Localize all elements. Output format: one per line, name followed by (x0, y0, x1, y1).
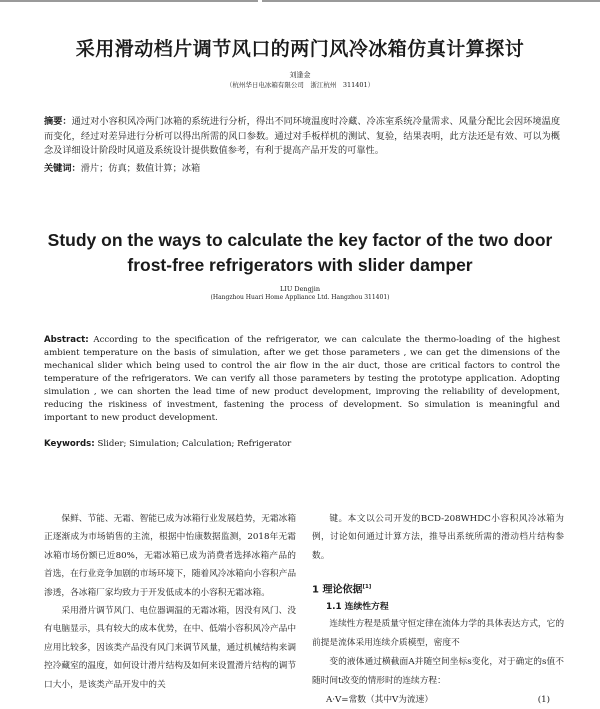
chinese-keywords-text: 滑片；仿真；数值计算；冰箱 (80, 163, 201, 174)
body-paragraph-1: 保鲜、节能、无霜、智能已成为冰箱行业发展趋势，无霜冰箱正逐渐成为市场销售的主流，根据中怡康数据监测，2018年无霜冰箱市场份额已近80%，无霜冰箱已成为消费者选择冰箱产品的首选，在行业竞争加剧的市场环境下，随着风冷冰箱向小容积产品渗透，各冰箱厂家均致力于开发低成本的小容积无霜冰箱。 (44, 514, 296, 598)
body-paragraph-5: 变的液体通过横截面A并随空间坐标s变化，对于确定的s值不随时间t改变的情形时的连续方程： (312, 656, 564, 686)
equation-text: A·V=常数（其中V为流速） (326, 694, 434, 705)
english-title-line1: Study on the ways to calculate the key factor of the two door (47, 230, 553, 250)
chinese-abstract (44, 115, 560, 159)
citation-ref: [1] (362, 584, 372, 591)
english-title (30, 228, 570, 278)
chinese-keywords (44, 162, 560, 176)
english-abstract-text: According to the specification of the refrigerator, we can calculate the thermo-loading of the highest ambient temperature on the basis of simulation, after we get those parameters , we can get the dimensions of the mechanical slider which being used to control the air flow in the air duct, those are critical factors to control the temperature of the refrigerators. We can verify all those parameters by testing the prototype application. Adopting simulation , we can shorten the lead time of new product development, improving the reliability of development, reducing the riskiness of investment, fastening the process of development. So simulation is meaningful and important to new product development. (44, 335, 560, 423)
section-heading-theory (312, 579, 564, 598)
equation-1 (326, 691, 564, 709)
body-left-column (44, 510, 296, 694)
english-author: LIU Dengjin (279, 285, 321, 293)
english-keywords-text: Slider; Simulation; Calculation; Refrigerator (94, 439, 292, 449)
subsection-heading-continuity: 1.1 连续性方程 (326, 601, 389, 612)
english-title-line2: frost-free refrigerators with slider damper (127, 255, 473, 275)
english-abstract-label: Abstract: (44, 335, 89, 345)
body-paragraph-4: 连续性方程是质量守恒定律在流体力学的具体表达方式，它的前提是流体采用连续介质模型，密度不 (312, 618, 564, 648)
body-paragraph-2: 采用滑片调节风门、电位器调温的无霜冰箱，因没有风门、没有电脑显示，具有较大的成本优势，在中、低端小容积风冷产品中应用比较多，因该类产品没有风门来调节风量，通过机械结构来调控冷藏室的温度，如何设计滑片结构及如何来设置滑片结构的调节口大小，是该类产品开发中的关 (44, 606, 296, 690)
chinese-abstract-label: 摘要： (44, 116, 72, 127)
english-keywords-label: Keywords: (44, 439, 95, 449)
body-right-column (312, 510, 564, 709)
chinese-title: 采用滑动档片调节风口的两门风冷冰箱仿真计算探讨 (75, 38, 525, 60)
header-rule (0, 0, 600, 3)
chinese-author: 刘逢金 (289, 71, 311, 79)
section-heading-theory-text: 1 理论依据 (312, 584, 363, 596)
chinese-abstract-text: 通过对小容积风冷两门冰箱的系统进行分析，得出不同环境温度时冷藏、冷冻室系统冷量需求、风量分配比会因环境温度而变化，经过对差异进行分析可以得出所需的风口参数。通过对手板样机的测试、复验，结果表明，此方法还是有效、可以为概念及详细设计阶段时风道及系统设计提供数值参考，有利于提高产品开发的可靠性。 (44, 116, 561, 156)
equation-number: (1) (537, 694, 550, 705)
english-abstract (44, 334, 560, 425)
chinese-affiliation: （杭州华日电冰箱有限公司 浙江杭州 311401） (225, 81, 375, 89)
chinese-keywords-label: 关键词： (44, 163, 81, 174)
body-paragraph-3: 键。本文以公司开发的BCD-208WHDC小容积风冷冰箱为例，讨论如何通过计算方法，推导出系统所需的滑动档片结构参数。 (312, 514, 564, 561)
english-keywords (44, 438, 560, 451)
english-affiliation: (Hangzhou Huari Home Appliance Ltd. Hangzhou 311401) (210, 294, 390, 301)
